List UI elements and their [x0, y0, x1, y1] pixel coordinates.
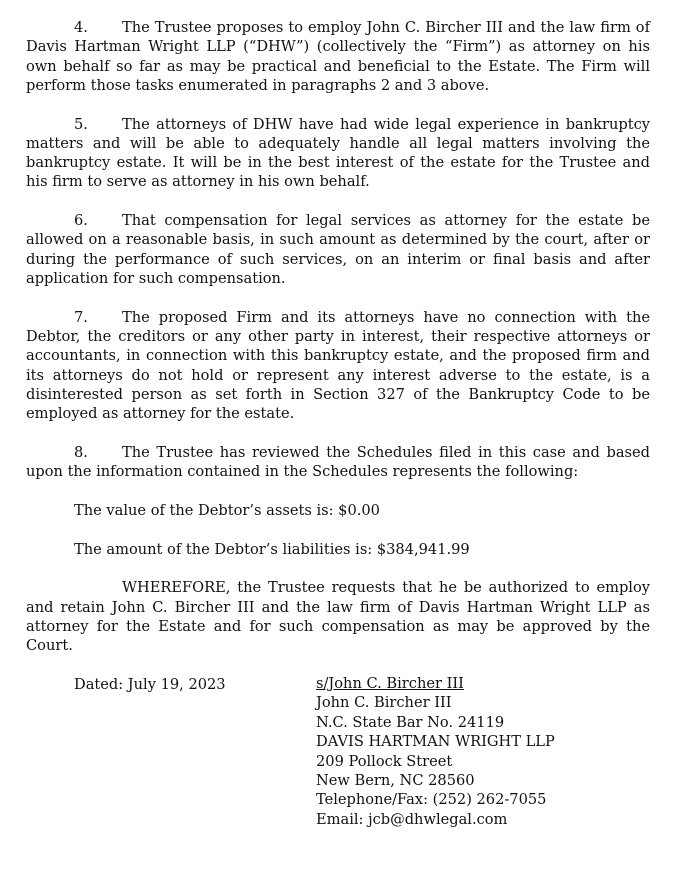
paragraph-number: 8.	[74, 443, 88, 461]
paragraph-text: The Trustee has reviewed the Schedules filed in this case and based upon the information contained in the Schedules represents the following:	[26, 443, 650, 481]
paragraph-text: The Trustee proposes to employ John C. Bircher III and the law firm of Davis Hartman Wright LLP (“DHW”) (collectively the “Firm”) as attorney on his own behalf so far as may be practical and beneficial to the Estate. The Firm will perform those tasks enumerated in paragraphs 2 and 3 above.	[26, 19, 650, 94]
wherefore-paragraph	[26, 578, 650, 655]
paragraph-number: 6.	[74, 212, 88, 230]
dated-line: Dated: July 19, 2023	[74, 675, 226, 693]
paragraph-8	[26, 443, 650, 482]
liabilities-amount-line: The amount of the Debtor’s liabilities is: $384,941.99	[74, 540, 470, 558]
attorney-name: John C. Bircher III	[316, 694, 452, 712]
firm-name: DAVIS HARTMAN WRIGHT LLP	[316, 733, 555, 751]
paragraph-text: That compensation for legal services as attorney for the estate be allowed on a reasonable basis, in such amount as determined by the court, after or during the performance of such services, on an interim or final basis and after application for such compensation.	[26, 212, 650, 288]
paragraph-text: The proposed Firm and its attorneys have no connection with the Debtor, the creditors or any other party in interest, their respective attorneys or accountants, in connection with this bankruptcy estate, and the proposed firm and its attorneys do not hold or represent any interest adverse to the estate, is a disinterested person as set forth in Section 327 of the Bankruptcy Code to be employed as attorney for the estate.	[26, 308, 650, 423]
paragraph-number: 7.	[74, 308, 88, 326]
bar-number: N.C. State Bar No. 24119	[316, 713, 505, 731]
document-body	[26, 18, 650, 828]
street-address: 209 Pollock Street	[316, 752, 453, 770]
paragraph-text: The attorneys of DHW have had wide legal experience in bankruptcy matters and will be able to adequately handle all legal matters involving the bankruptcy estate. It will be in the best interest of the estate for the Trustee and his firm to serve as attorney in his own behalf.	[26, 115, 650, 191]
paragraph-number: 4.	[74, 19, 88, 36]
paragraph-number: 5.	[74, 115, 88, 133]
telephone-fax: Telephone/Fax: (252) 262-7055	[316, 791, 547, 809]
city-state-zip: New Bern, NC 28560	[316, 772, 475, 790]
paragraph-5	[26, 115, 650, 192]
wherefore-text: WHEREFORE, the Trustee requests that he be authorized to employ and retain John C. Bircher III and the law firm of Davis Hartman Wright LLP as attorney for the Estate and for such compensation as may be approved by the Court.	[26, 579, 650, 655]
assets-value-line: The value of the Debtor’s assets is: $0.00	[74, 501, 380, 519]
signature-block	[316, 674, 555, 829]
signature-line: s/John C. Bircher III	[316, 675, 464, 692]
paragraph-7	[26, 308, 650, 424]
paragraph-6	[26, 211, 650, 288]
paragraph-4	[26, 18, 650, 95]
email-address: Email: jcb@dhwlegal.com	[316, 810, 508, 828]
